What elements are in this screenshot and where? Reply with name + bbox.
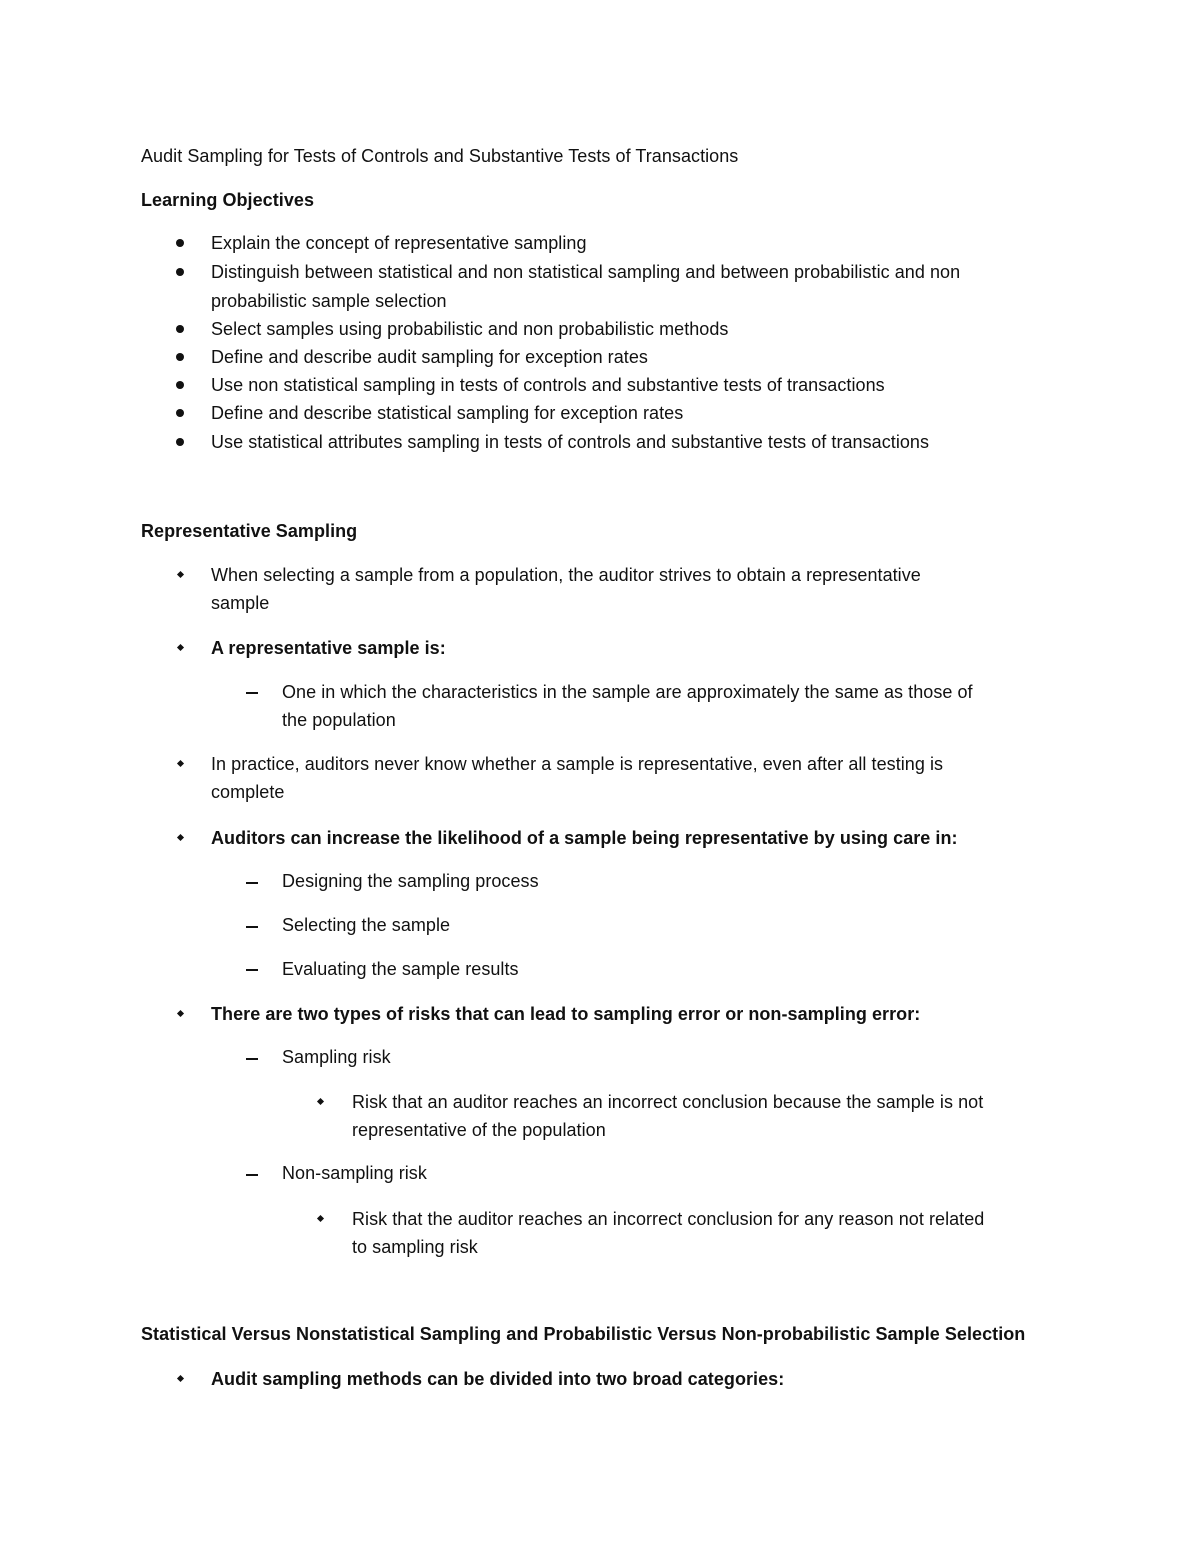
- list-item: Explain the concept of representative sampling: [211, 233, 587, 253]
- bullet-dot: [176, 353, 184, 361]
- bullet-diamond: [317, 1098, 324, 1105]
- list-item: Audit sampling methods can be divided into two broad categories:: [211, 1369, 785, 1389]
- bullet-dot: [176, 325, 184, 333]
- document-title: Audit Sampling for Tests of Controls and Substantive Tests of Transactions: [141, 146, 739, 166]
- bullet-diamond: [177, 1375, 184, 1382]
- list-item: Select samples using probabilistic and non probabilistic methods: [211, 319, 729, 339]
- bullet-diamond: [177, 571, 184, 578]
- list-item: When selecting a sample from a population, the auditor strives to obtain a representative: [211, 565, 921, 585]
- sub-sub-list-item: Risk that the auditor reaches an incorrect conclusion for any reason not related: [352, 1209, 985, 1229]
- list-item: Use non statistical sampling in tests of controls and substantive tests of transactions: [211, 375, 885, 395]
- list-item: Distinguish between statistical and non statistical sampling and between probabilistic and non: [211, 262, 961, 282]
- list-item-continuation: probabilistic sample selection: [211, 291, 447, 311]
- sub-sub-list-item-continuation: representative of the population: [352, 1120, 606, 1140]
- bullet-dash: [246, 1174, 258, 1176]
- list-item: A representative sample is:: [211, 638, 446, 658]
- list-item: Define and describe statistical sampling for exception rates: [211, 403, 684, 423]
- sub-sub-list-item-continuation: to sampling risk: [352, 1237, 478, 1257]
- bullet-dot: [176, 381, 184, 389]
- list-item: In practice, auditors never know whether a sample is representative, even after all testing is: [211, 754, 944, 774]
- bullet-dash: [246, 926, 258, 928]
- bullet-dash: [246, 969, 258, 971]
- bullet-diamond: [177, 834, 184, 841]
- sub-list-item: Evaluating the sample results: [282, 959, 519, 979]
- list-item: Use statistical attributes sampling in tests of controls and substantive tests of transactions: [211, 432, 930, 452]
- bullet-dot: [176, 438, 184, 446]
- sub-list-item: Non-sampling risk: [282, 1163, 427, 1183]
- bullet-dash: [246, 1058, 258, 1060]
- list-item: There are two types of risks that can lead to sampling error or non-sampling error:: [211, 1004, 921, 1024]
- sub-list-item-continuation: the population: [282, 710, 396, 730]
- list-item-continuation: complete: [211, 782, 285, 802]
- bullet-dash: [246, 692, 258, 694]
- sub-list-item: Designing the sampling process: [282, 871, 539, 891]
- bullet-dash: [246, 882, 258, 884]
- bullet-dot: [176, 239, 184, 247]
- bullet-diamond: [177, 644, 184, 651]
- list-item-continuation: sample: [211, 593, 270, 613]
- statistical-section-heading: Statistical Versus Nonstatistical Sampling and Probabilistic Versus Non-probabilistic Sample Selection: [141, 1324, 1026, 1344]
- bullet-dot: [176, 268, 184, 276]
- sub-list-item: Sampling risk: [282, 1047, 391, 1067]
- learning-objectives-heading: Learning Objectives: [141, 190, 315, 210]
- bullet-diamond: [177, 760, 184, 767]
- sub-sub-list-item: Risk that an auditor reaches an incorrect conclusion because the sample is not: [352, 1092, 984, 1112]
- bullet-diamond: [177, 1010, 184, 1017]
- bullet-dot: [176, 409, 184, 417]
- bullet-diamond: [317, 1215, 324, 1222]
- representative-sampling-heading: Representative Sampling: [141, 521, 358, 541]
- list-item: Define and describe audit sampling for exception rates: [211, 347, 648, 367]
- list-item: Auditors can increase the likelihood of a sample being representative by using care in:: [211, 828, 958, 848]
- sub-list-item: One in which the characteristics in the sample are approximately the same as those of: [282, 682, 973, 702]
- sub-list-item: Selecting the sample: [282, 915, 451, 935]
